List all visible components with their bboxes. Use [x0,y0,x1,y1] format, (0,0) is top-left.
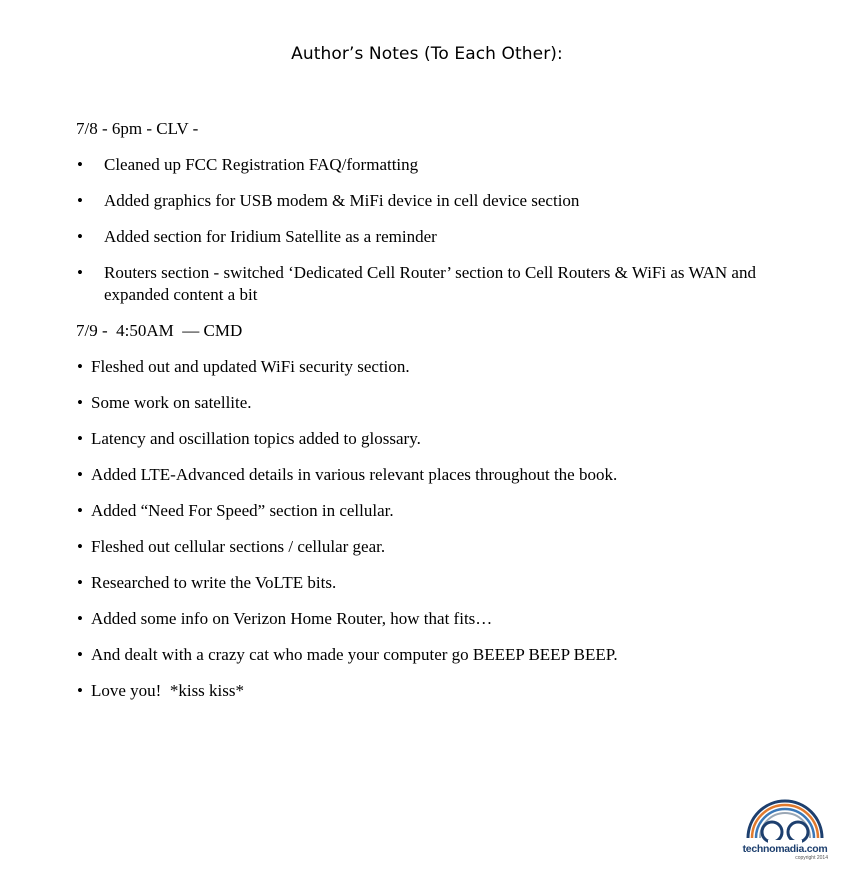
list-item-text: Fleshed out and updated WiFi security section. [91,357,410,376]
clv-notes-list [76,154,796,306]
bullet-icon: • [77,227,83,246]
list-item-text: Added some info on Verizon Home Router, how that fits… [91,609,493,628]
logo-copyright: copyright 2014 [795,855,828,861]
list-item-text: Fleshed out cellular sections / cellular gear. [91,537,386,556]
list-item-text: Added “Need For Speed” section in cellular. [91,501,394,520]
technomadia-logo [742,796,828,864]
bullet-icon: • [77,573,83,592]
list-item [76,154,796,176]
page-title: Author’s Notes (To Each Other): [291,44,563,64]
list-item [76,262,796,306]
bullet-icon: • [77,501,83,520]
list-item-text: Some work on satellite. [91,393,252,412]
list-item [76,500,796,536]
logo-mark-icon [742,796,828,846]
list-item [76,536,796,572]
bullet-icon: • [77,429,83,448]
cmd-notes-list [76,356,796,716]
list-item [76,680,796,716]
list-item [76,608,796,644]
list-item [76,226,796,248]
bullet-icon: • [77,645,83,664]
logo-text: technomadia.com [742,843,828,855]
bullet-icon: • [77,393,83,412]
list-item [76,644,796,680]
bullet-icon: • [77,191,83,210]
list-item [76,190,796,212]
list-item [76,572,796,608]
bullet-icon: • [77,263,83,282]
list-item-text: Added LTE-Advanced details in various relevant places throughout the book. [91,465,618,484]
bullet-icon: • [77,465,83,484]
list-item [76,392,796,428]
list-item [76,428,796,464]
bullet-icon: • [77,155,83,174]
list-item-text: Researched to write the VoLTE bits. [91,573,337,592]
bullet-icon: • [77,537,83,556]
list-item-text: Routers section - switched ‘Dedicated Cell Router’ section to Cell Routers & WiFi as WAN and expanded content a bit [104,263,756,304]
list-item [76,356,796,392]
list-item-text: Added section for Iridium Satellite as a reminder [104,227,437,246]
notes-content [76,118,796,716]
list-item-text: Love you! *kiss kiss* [91,681,244,700]
bullet-icon: • [77,681,83,700]
list-item-text: Cleaned up FCC Registration FAQ/formatting [104,155,419,174]
bullet-icon: • [77,357,83,376]
section-header-clv: 7/8 - 6pm - CLV - [76,119,199,138]
list-item-text: Latency and oscillation topics added to glossary. [91,429,421,448]
list-item-text: Added graphics for USB modem & MiFi device in cell device section [104,191,580,210]
list-item-text: And dealt with a crazy cat who made your computer go BEEEP BEEP BEEP. [91,645,618,664]
bullet-icon: • [77,609,83,628]
section-header-cmd: 7/9 - 4:50AM — CMD [76,321,243,340]
list-item [76,464,796,500]
